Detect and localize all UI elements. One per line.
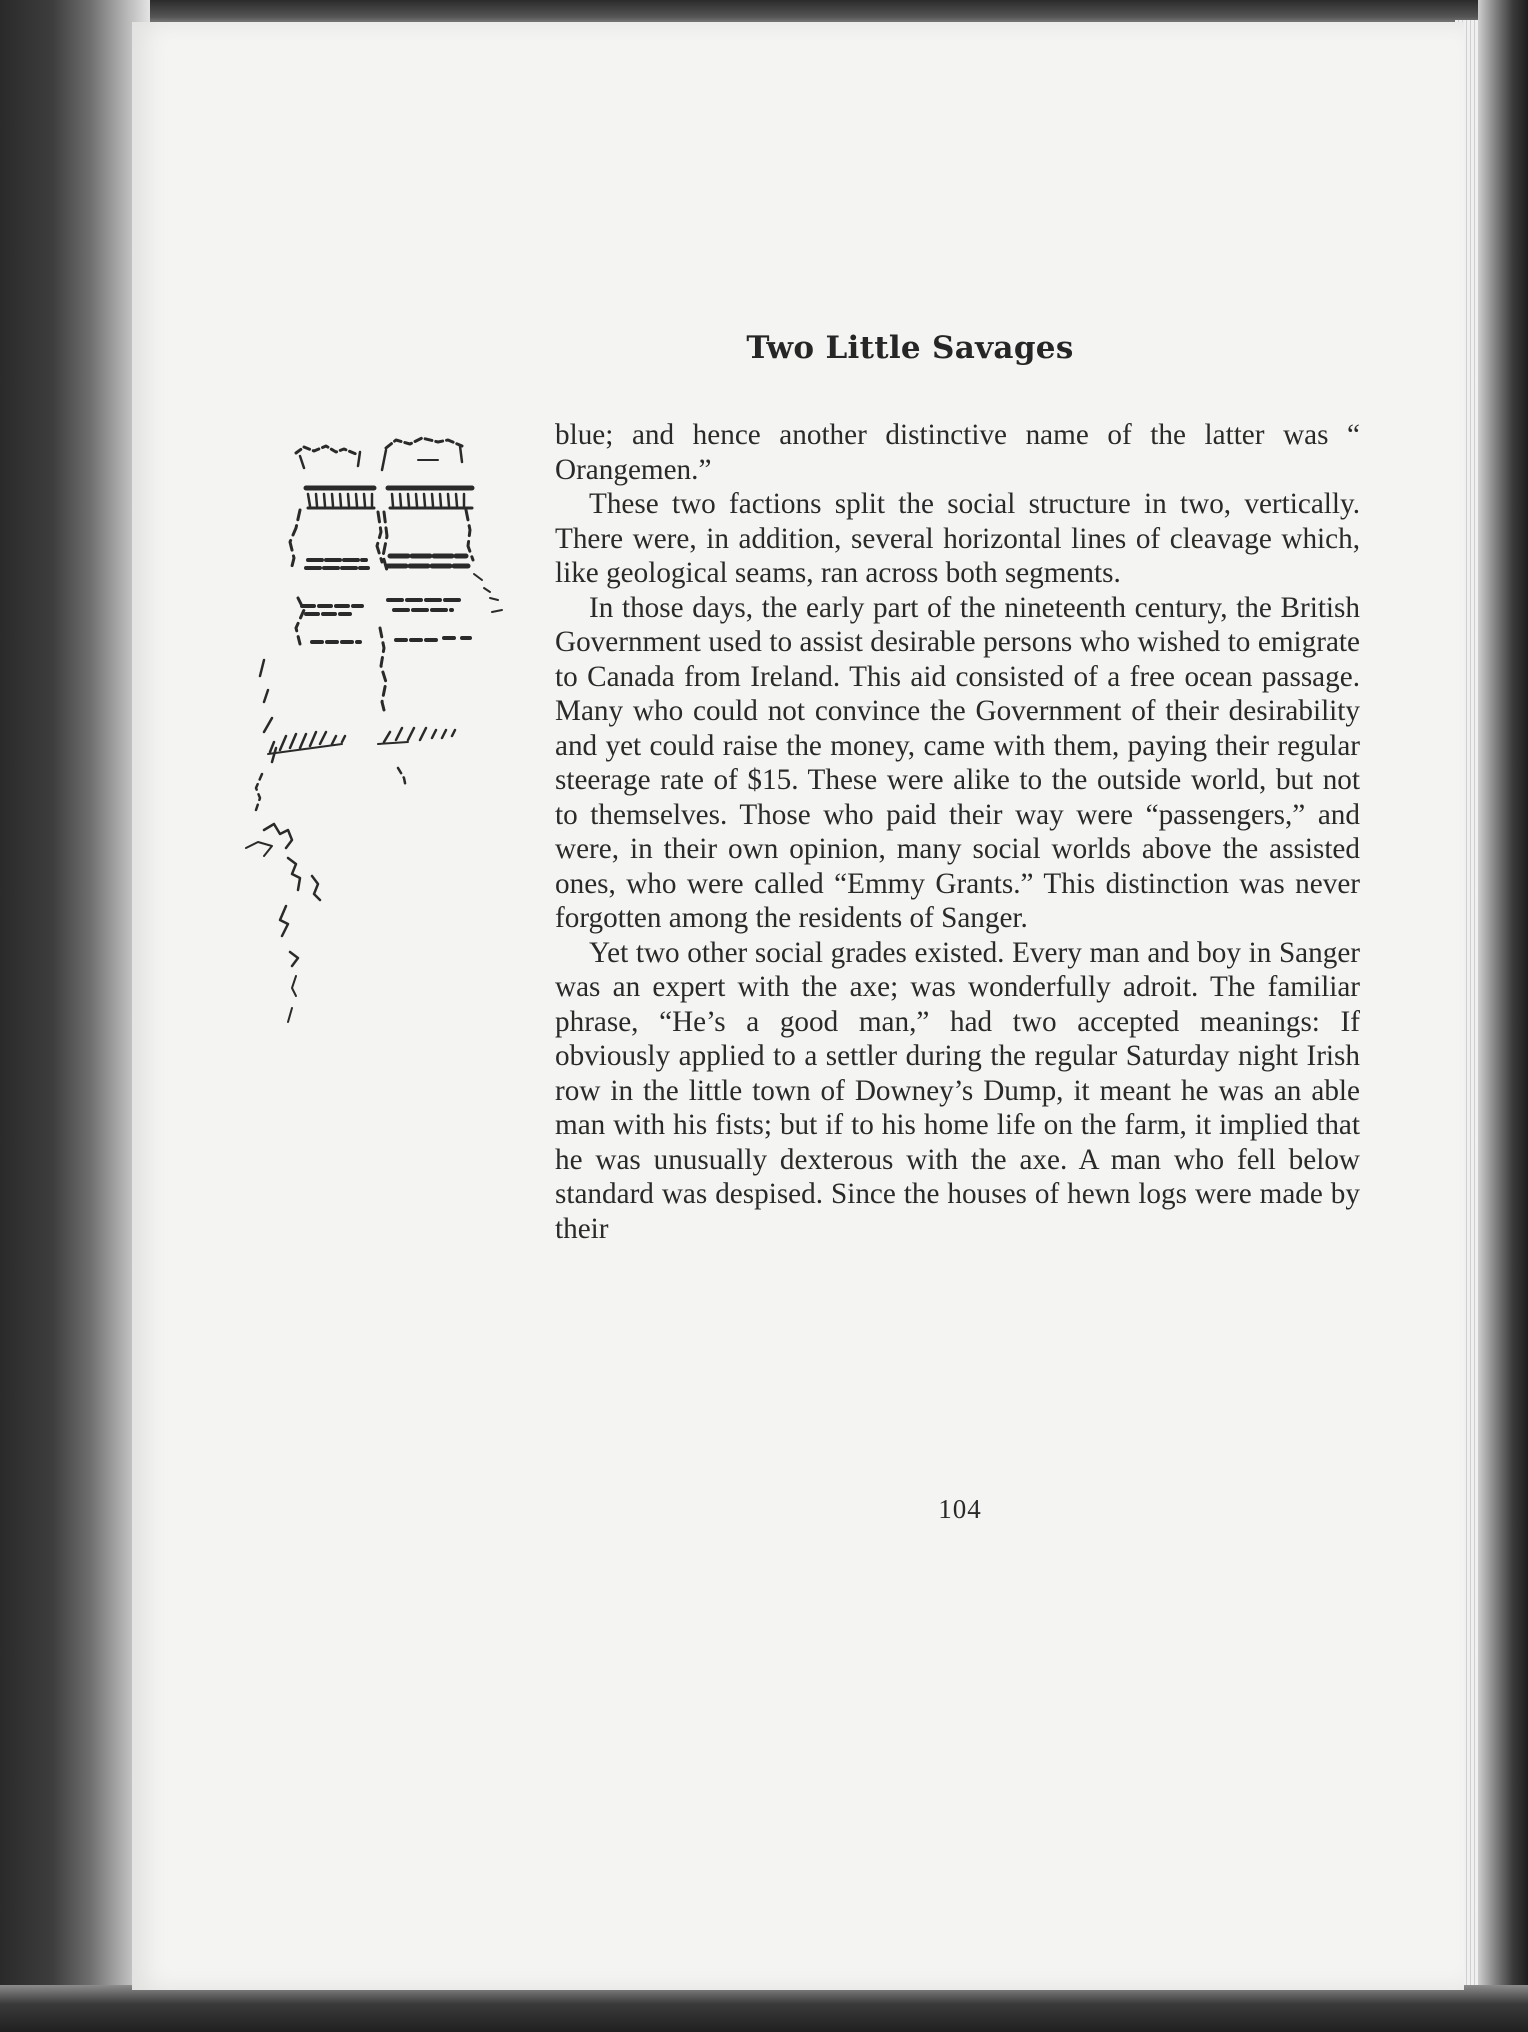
paragraph-1: blue; and hence another distinctive name of the latter was “ Orangemen.” xyxy=(555,419,1360,486)
book-cover-right-edge xyxy=(1478,0,1528,2032)
page-number: 104 xyxy=(938,1494,982,1524)
paragraph-4: Yet two other social grades existed. Every man and boy in Sanger was an expert with the axe; was wonderfully adroit. The familiar phrase, “He’s a good man,” had two accepted meanings: If obviously applied to a settler during the regular Saturday night Irish row in the little town of Downey’s Dump, it meant he was an able man with his fists; but if to his home life on the farm, it implied that he was unusually dexterous with the axe. A man who fell below standard was despised. Since the houses of hewn logs were made by their xyxy=(555,936,1360,1245)
paragraph-3: In those days, the early part of the nineteenth century, the British Government used to assist desirable persons who wished to emigrate to Canada from Ireland. This aid consisted of a free ocean passage. Many who could not convince the Government of their desirability and yet could raise the money, came with them, paying their regular steerage rate of $15. These were alike to the outside world, but not to themselves. Those who paid their way were “passengers,” and were, in their own opinion, many social worlds above the assisted ones, who were called “Emmy Grants.” This distinction was never forgotten among the residents of Sanger. xyxy=(555,591,1360,934)
book-cover-bottom-edge xyxy=(0,1985,1528,2032)
running-head: Two Little Savages xyxy=(746,330,1074,366)
book-binding-left xyxy=(0,0,150,2032)
page-body-text xyxy=(555,418,1360,1246)
paragraph-2: These two factions split the social structure in two, vertically. There were, in addition, several horizontal lines of cleavage which, like geological seams, ran across both segments. xyxy=(555,488,1360,589)
stacked-stone-chimney-sketch-icon xyxy=(228,428,528,1048)
